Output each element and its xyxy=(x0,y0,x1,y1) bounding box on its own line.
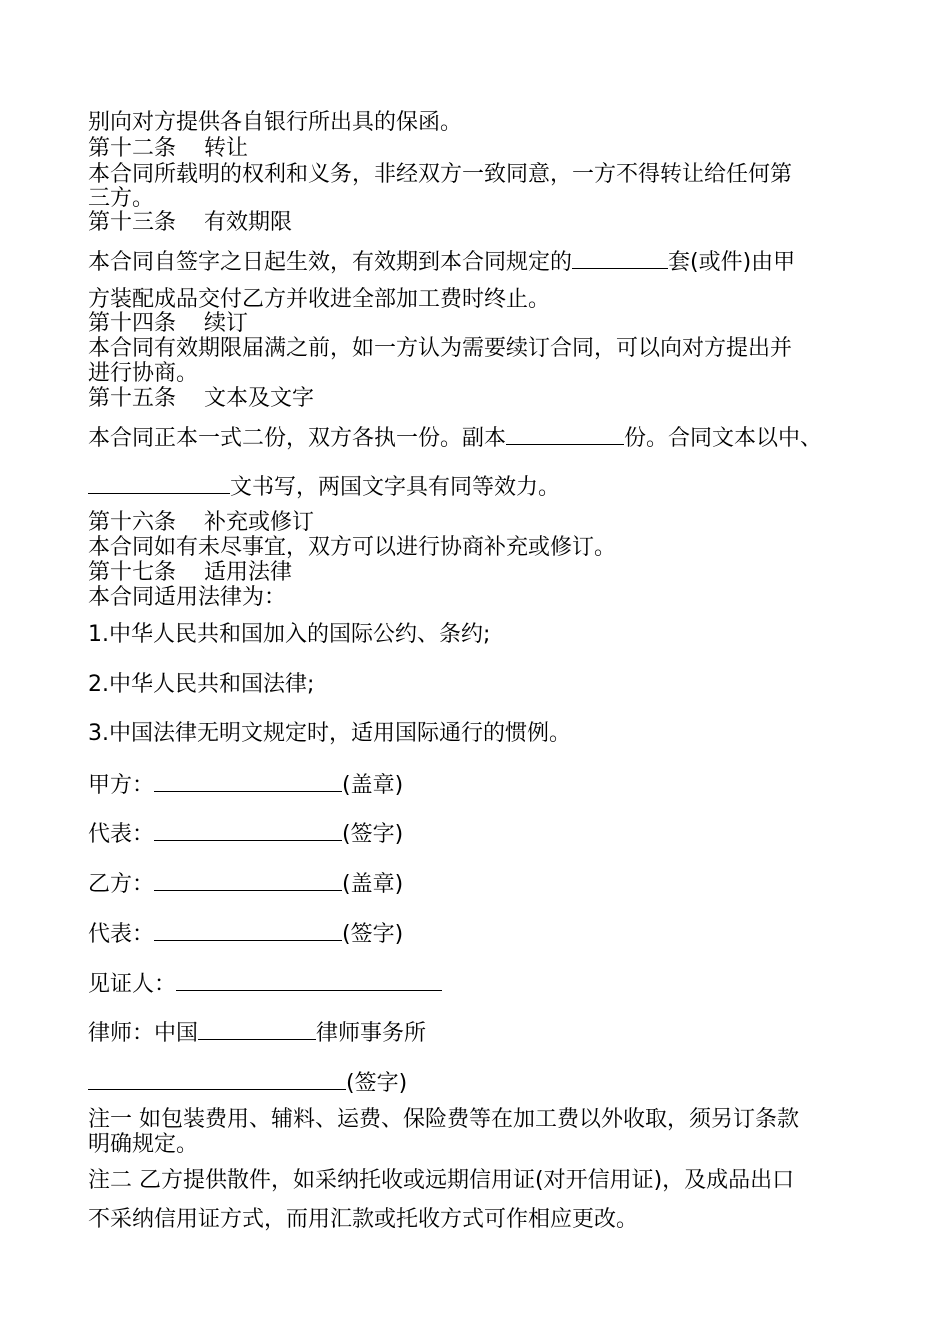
article-15-body-line1: 本合同正本一式二份，双方各执一份。副本 份。合同文本以中、 xyxy=(88,426,823,451)
party-a-blank[interactable] xyxy=(154,771,342,792)
party-b-blank[interactable] xyxy=(154,870,342,891)
rep-b-blank[interactable] xyxy=(154,920,342,941)
law-firm-blank[interactable] xyxy=(198,1019,316,1040)
language-blank[interactable] xyxy=(88,473,230,494)
article-14-body-line2: 进行协商。 xyxy=(88,361,199,386)
article-12-body-line2: 三方。 xyxy=(88,186,155,211)
copies-blank[interactable] xyxy=(506,424,624,445)
article-13-body-line1: 本合同自签字之日起生效，有效期到本合同规定的 套(或件)由甲 xyxy=(88,250,796,275)
rep-b-line: 代表： (签字) xyxy=(88,922,404,947)
article-17-intro: 本合同适用法律为： xyxy=(88,585,287,610)
lawyer-line: 律师：中国 律师事务所 xyxy=(88,1021,427,1046)
witness-blank[interactable] xyxy=(176,970,442,991)
article-13-heading: 第十三条 有效期限 xyxy=(88,210,293,235)
note-2-line1: 注二 乙方提供散件，如采纳托收或远期信用证(对开信用证)，及成品出口 xyxy=(88,1168,795,1193)
lawyer-sign-line: (签字) xyxy=(88,1069,407,1097)
rep-a-line: 代表： (签字) xyxy=(88,822,404,847)
rep-a-blank[interactable] xyxy=(154,820,342,841)
note-1-line1: 注一 如包装费用、辅料、运费、保险费等在加工费以外收取，须另订条款 xyxy=(88,1107,799,1132)
law-item-1: 1.中华人民共和国加入的国际公约、条约; xyxy=(88,622,491,647)
article-14-body-line1: 本合同有效期限届满之前，如一方认为需要续订合同，可以向对方提出并 xyxy=(88,336,793,361)
article-13-body-line2: 方装配成品交付乙方并收进全部加工费时终止。 xyxy=(88,287,551,312)
note-1-line2: 明确规定。 xyxy=(88,1132,199,1157)
witness-line: 见证人： xyxy=(88,970,442,998)
lawyer-sign-blank[interactable] xyxy=(88,1069,346,1090)
party-b-line: 乙方： (盖章) xyxy=(88,872,404,897)
article-12-heading: 第十二条 转让 xyxy=(88,136,249,161)
article-17-heading: 第十七条 适用法律 xyxy=(88,560,293,585)
article-15-heading: 第十五条 文本及文字 xyxy=(88,386,315,411)
article-15-body-line2: 文书写，两国文字具有同等效力。 xyxy=(88,473,560,501)
law-item-3: 3.中国法律无明文规定时，适用国际通行的惯例。 xyxy=(88,721,571,746)
quantity-blank[interactable] xyxy=(572,248,668,269)
article-16-heading: 第十六条 补充或修订 xyxy=(88,510,315,535)
article-14-heading: 第十四条 续订 xyxy=(88,311,249,336)
note-2-line2: 不采纳信用证方式，而用汇款或托收方式可作相应更改。 xyxy=(88,1207,639,1232)
law-item-2: 2.中华人民共和国法律; xyxy=(88,672,315,697)
continuation-line: 别向对方提供各自银行所出具的保函。 xyxy=(88,110,463,135)
party-a-line: 甲方： (盖章) xyxy=(88,773,404,798)
article-12-body-line1: 本合同所载明的权利和义务，非经双方一致同意，一方不得转让给任何第 xyxy=(88,162,793,187)
article-16-body: 本合同如有未尽事宜，双方可以进行协商补充或修订。 xyxy=(88,535,617,560)
